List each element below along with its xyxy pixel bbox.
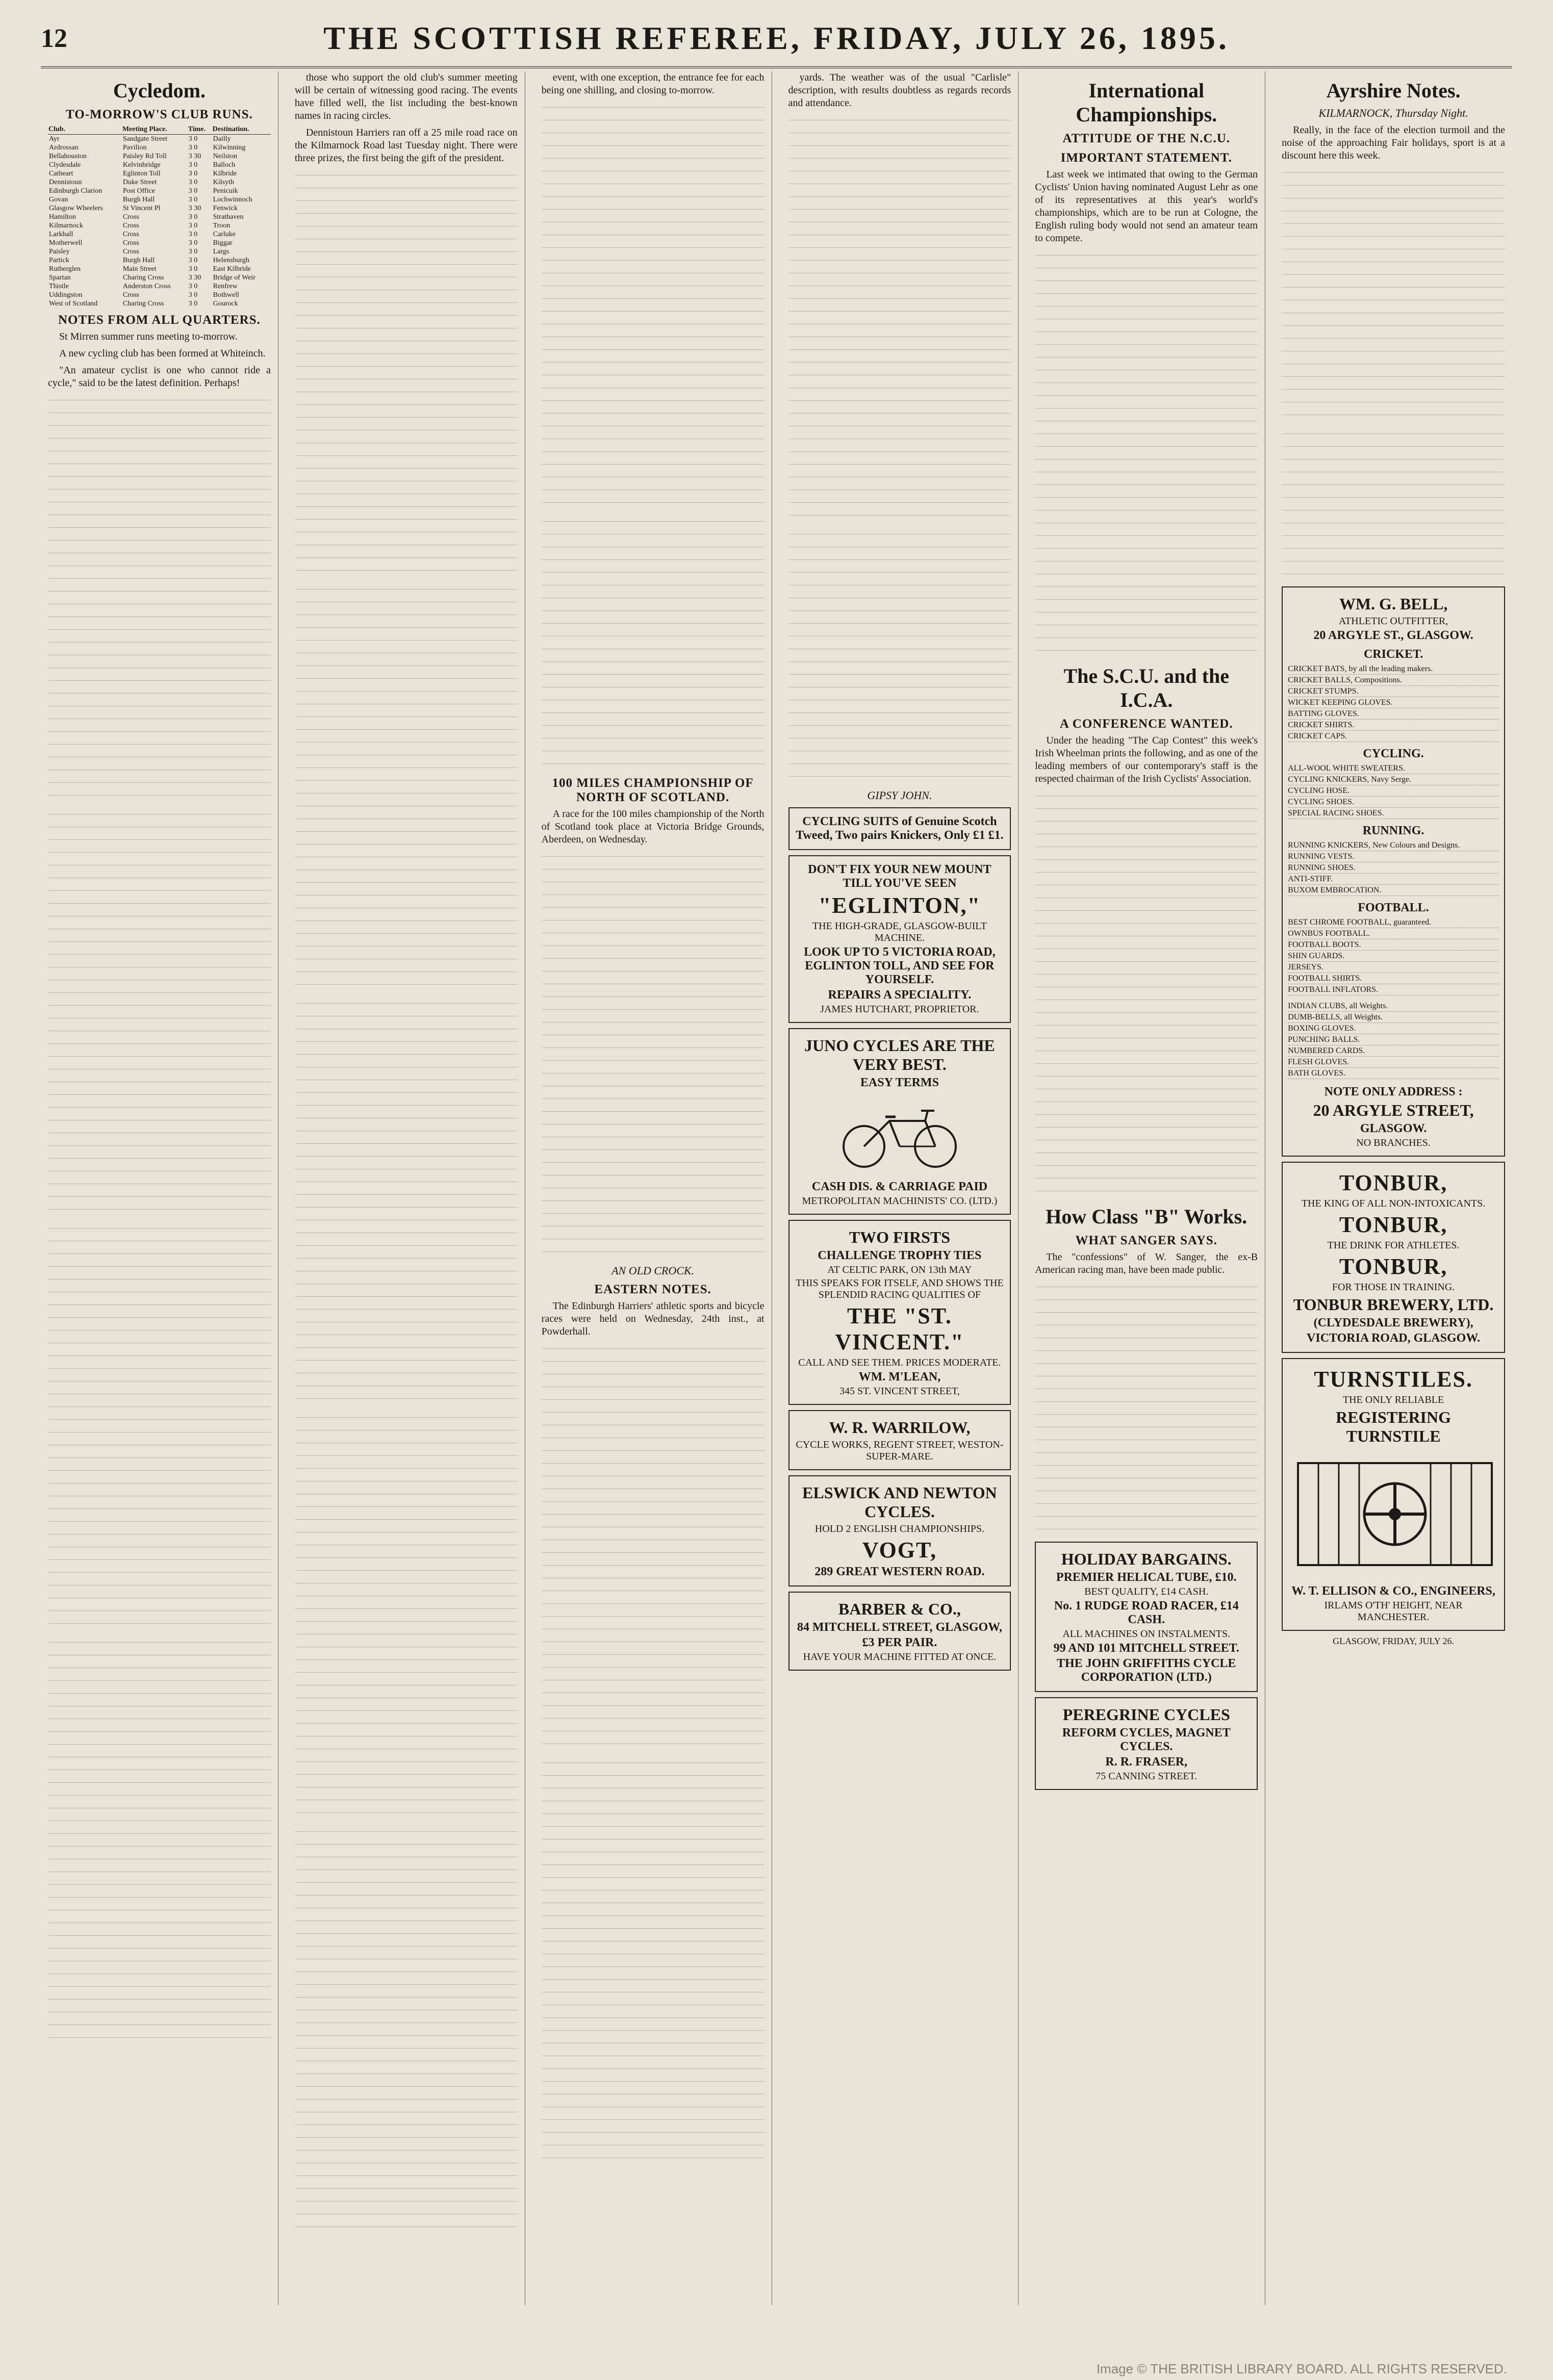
table-cell: Catheart <box>49 170 73 177</box>
ad-text: WM. M'LEAN, <box>858 1370 941 1384</box>
body-text-block <box>295 1825 518 2233</box>
ad-text: NOTE ONLY ADDRESS : <box>1324 1085 1463 1098</box>
table-row <box>48 178 271 187</box>
table-cell: Govan <box>49 196 68 203</box>
international-heading: International Championships. <box>1076 79 1217 126</box>
body-text-block <box>48 1636 271 2044</box>
table-row <box>48 265 271 273</box>
club-runs-body <box>48 135 271 309</box>
table-row <box>48 247 271 256</box>
ad-text: HOLD 2 ENGLISH CHAMPIONSHIPS. <box>814 1523 985 1534</box>
table-cell: Larkhall <box>49 231 73 238</box>
body-text-block <box>542 850 765 1258</box>
notes-heading: NOTES FROM ALL QUARTERS. <box>58 313 261 327</box>
article-paragraph: Last week we intimated that owing to the German Cyclists' Union having nominated August Lehr as one of its representatives at this year's world's championships, which are to be run at Cologne, the English ruling body would not send an amateur team to compete. <box>1035 169 1258 244</box>
table-cell: Neilston <box>213 152 238 160</box>
article-paragraph: yards. The weather was of the usual "Carlisle" description, with results doubtless as regards records and attendance. <box>788 72 1011 109</box>
dateline: KILMARNOCK, Thursday Night. <box>1318 107 1468 119</box>
list-item: PUNCHING BALLS. <box>1288 1034 1499 1045</box>
table-cell: 3 0 <box>188 213 198 221</box>
table-cell: Cross <box>122 222 139 229</box>
ad-text: METROPOLITAN MACHINISTS' CO. (LTD.) <box>802 1195 998 1207</box>
body-text-block <box>788 528 1011 783</box>
imprint: GLASGOW, FRIDAY, JULY 26. <box>1333 1636 1455 1646</box>
table-row <box>48 221 271 230</box>
table-cell: Strathaven <box>213 213 244 221</box>
ad-brand: THE "ST. VINCENT." <box>835 1303 964 1354</box>
table-cell: Cross <box>122 291 139 299</box>
table-cell: 3 0 <box>188 265 198 273</box>
page-number: 12 <box>41 23 67 53</box>
ad-text: LOOK UP TO 5 VICTORIA ROAD, EGLINTON TOLL, AND SEE FOR YOURSELF. <box>804 945 996 986</box>
table-header: Club. <box>48 125 122 135</box>
article-paragraph: those who support the old club's summer meeting will be certain of witnessing good racing. The events have filled well, the list including the best-known names in racing circles. <box>294 72 518 121</box>
table-cell: 3 0 <box>188 239 198 247</box>
column-4 <box>781 71 1019 2305</box>
ad-text: REPAIRS A SPECIALITY. <box>828 988 972 1002</box>
column-3 <box>534 71 772 2305</box>
ad-text: HAVE YOUR MACHINE FITTED AT ONCE. <box>803 1651 997 1662</box>
body-text-block <box>48 1222 271 1630</box>
ad-title: W. R. WARRILOW, <box>829 1418 971 1437</box>
ad-text: 289 GREAT WESTERN ROAD. <box>814 1565 985 1578</box>
table-row <box>48 187 271 195</box>
table-row <box>48 299 271 308</box>
table-header: Destination. <box>212 125 271 135</box>
table-cell: Thistle <box>49 283 69 290</box>
ad-tonbur <box>1282 1162 1505 1353</box>
ad-text: TONBUR BREWERY, LTD. <box>1293 1295 1494 1314</box>
ad-text: NO BRANCHES. <box>1356 1137 1431 1148</box>
table-cell: 3 0 <box>188 161 198 169</box>
list-item: CYCLING KNICKERS, Navy Serge. <box>1288 774 1499 785</box>
article-subheading: A CONFERENCE WANTED. <box>1059 717 1233 731</box>
table-row <box>48 169 271 178</box>
table-header: Time. <box>188 125 212 135</box>
ad-title: JUNO CYCLES ARE THE VERY BEST. <box>804 1036 995 1073</box>
ad-juno <box>788 1028 1011 1215</box>
ad-text: EASY TERMS <box>860 1076 939 1089</box>
masthead <box>41 10 1512 68</box>
bicycle-illustration-icon <box>833 1095 966 1172</box>
list-item: DUMB-BELLS, all Weights. <box>1288 1012 1499 1023</box>
body-text-block <box>295 169 518 577</box>
list-item: RUNNING SHOES. <box>1288 862 1499 874</box>
table-cell: Biggar <box>213 239 233 247</box>
table-cell: 3 0 <box>188 178 198 186</box>
ad-text: CHALLENGE TROPHY TIES <box>818 1249 982 1262</box>
price-category: CYCLING. <box>1363 747 1424 760</box>
body-text-block <box>542 1756 765 2164</box>
table-row <box>48 143 271 152</box>
body-text-block <box>295 997 518 1405</box>
article-paragraph: Really, in the face of the election turmoil and the noise of the approaching Fair holidays, sport is at a discount here this week. <box>1282 124 1505 161</box>
table-cell: Clydesdale <box>49 161 81 169</box>
column-6 <box>1275 71 1512 2305</box>
table-cell: 3 30 <box>188 152 201 160</box>
table-cell: Largs <box>213 248 230 255</box>
ad-text: CALL AND SEE THEM. PRICES MODERATE. <box>798 1357 1001 1368</box>
article-paragraph: The "confessions" of W. Sanger, the ex-B American racing man, have been made public. <box>1035 1251 1258 1275</box>
table-cell: Partick <box>49 257 69 264</box>
scu-ica-heading: The S.C.U. and the I.C.A. <box>1063 664 1229 711</box>
list-item: CRICKET BALLS, Compositions. <box>1288 675 1499 686</box>
class-b-heading: How Class "B" Works. <box>1046 1205 1248 1228</box>
column-2 <box>288 71 525 2305</box>
ad-text: 75 CANNING STREET. <box>1096 1771 1198 1782</box>
table-cell: Main Street <box>122 265 157 273</box>
table-cell: Gourock <box>213 300 238 308</box>
table-cell: Pavilion <box>122 144 147 151</box>
table-cell: Cross <box>122 231 139 238</box>
table-cell: 3 0 <box>188 291 198 299</box>
list-item: CRICKET BATS, by all the leading makers. <box>1288 663 1499 675</box>
table-cell: Motherwell <box>49 239 83 247</box>
ad-text: REFORM CYCLES, MAGNET CYCLES. <box>1062 1726 1231 1753</box>
ad-text: THIS SPEAKS FOR ITSELF, AND SHOWS THE SPLENDID RACING QUALITIES OF <box>796 1277 1004 1300</box>
ad-text: 20 ARGYLE STREET, <box>1313 1101 1474 1119</box>
table-cell: Cross <box>122 213 139 221</box>
ad-text: THE HIGH-GRADE, GLASGOW-BUILT MACHINE. <box>812 920 987 943</box>
ad-text: CYCLE WORKS, REGENT STREET, WESTON-SUPER-MARE. <box>796 1439 1004 1462</box>
article-subheading: WHAT SANGER SAYS. <box>1075 1234 1217 1247</box>
ayrshire-heading: Ayrshire Notes. <box>1326 79 1461 102</box>
table-cell: Eglinton Toll <box>122 170 161 177</box>
ad-cycling-suits <box>788 807 1011 850</box>
table-cell: Kelvinbridge <box>122 161 161 169</box>
table-cell: Dailly <box>213 135 231 143</box>
list-item: SHIN GUARDS. <box>1288 951 1499 962</box>
byline: GIPSY JOHN. <box>867 789 932 802</box>
list-item: FLESH GLOVES. <box>1288 1057 1499 1068</box>
table-cell: 3 0 <box>188 283 198 290</box>
ad-text: VICTORIA ROAD, GLASGOW. <box>1307 1332 1481 1345</box>
columns <box>41 71 1512 2305</box>
ad-text: 345 ST. VINCENT STREET, <box>839 1386 960 1397</box>
body-text-block <box>1035 789 1258 1197</box>
ad-wm-bell <box>1282 586 1505 1157</box>
table-cell: 3 0 <box>188 300 198 308</box>
table-cell: Kilwinning <box>213 144 246 151</box>
table-cell: 3 0 <box>188 170 198 177</box>
table-cell: 3 0 <box>188 248 198 255</box>
article-subheading: ATTITUDE OF THE N.C.U. <box>1062 132 1230 145</box>
column-1 <box>41 71 278 2305</box>
list-item: ALL-WOOL WHITE SWEATERS. <box>1288 763 1499 774</box>
table-cell: Spartan <box>49 274 71 281</box>
list-item: FOOTBALL SHIRTS. <box>1288 973 1499 984</box>
ad-holiday-bargains <box>1035 1542 1258 1692</box>
ad-title: HOLIDAY BARGAINS. <box>1061 1550 1232 1568</box>
table-cell: East Kilbride <box>213 265 251 273</box>
ad-brand: TURNSTILES. <box>1314 1367 1473 1392</box>
list-item: BOXING GLOVES. <box>1288 1023 1499 1034</box>
table-cell: Rutherglen <box>49 265 81 273</box>
ad-title: ELSWICK AND NEWTON CYCLES. <box>802 1483 997 1521</box>
table-cell: Kilsyth <box>213 178 234 186</box>
ad-text: REGISTERING TURNSTILE <box>1336 1408 1451 1445</box>
list-item: CRICKET SHIRTS. <box>1288 720 1499 731</box>
ad-brand: TONBUR, <box>1339 1254 1448 1279</box>
price-category: FOOTBALL. <box>1358 901 1429 914</box>
table-cell: Burgh Hall <box>122 196 155 203</box>
ad-text: THE KING OF ALL NON-INTOXICANTS. <box>1301 1198 1486 1209</box>
list-item: RUNNING VESTS. <box>1288 851 1499 862</box>
table-cell: Troon <box>213 222 231 229</box>
ad-text: £3 PER PAIR. <box>862 1636 937 1649</box>
table-cell: Edinburgh Clarion <box>49 187 103 195</box>
list-item: BATTING GLOVES. <box>1288 708 1499 720</box>
ad-text: JAMES HUTCHART, PROPRIETOR. <box>820 1004 979 1015</box>
ad-title: PEREGRINE CYCLES <box>1062 1705 1230 1724</box>
article-paragraph: "An amateur cyclist is one who cannot ride a cycle," said to be the latest definition. Perhaps! <box>48 365 271 389</box>
byline: AN OLD CROCK. <box>612 1264 695 1277</box>
table-cell: Glasgow Wheelers <box>49 204 103 212</box>
table-cell: 3 0 <box>188 257 198 264</box>
turnstile-illustration-icon <box>1288 1453 1502 1575</box>
ad-text: 99 AND 101 MITCHELL STREET. <box>1053 1642 1239 1655</box>
ad-text: PREMIER HELICAL TUBE, £10. <box>1056 1571 1237 1584</box>
ad-turnstiles <box>1282 1358 1505 1631</box>
eastern-notes-heading: EASTERN NOTES. <box>594 1283 711 1296</box>
article-paragraph: event, with one exception, the entrance fee for each being one shilling, and closing to-morrow. <box>541 72 765 96</box>
table-row <box>48 213 271 221</box>
list-item: ANTI-STIFF. <box>1288 874 1499 885</box>
ad-text: FOR THOSE IN TRAINING. <box>1332 1282 1455 1293</box>
ad-text: IRLAMS O'TH' HEIGHT, NEAR MANCHESTER. <box>1324 1600 1463 1623</box>
table-cell: Hamilton <box>49 213 76 221</box>
price-category: CRICKET. <box>1363 648 1423 661</box>
list-item: CRICKET STUMPS. <box>1288 686 1499 697</box>
table-cell: Bellahouston <box>49 152 87 160</box>
table-cell: Ardrossan <box>49 144 79 151</box>
table-cell: Post Office <box>122 187 155 195</box>
club-runs-heading: TO-MORROW'S CLUB RUNS. <box>66 108 253 121</box>
table-row <box>48 204 271 213</box>
table-cell: West of Scotland <box>49 300 98 308</box>
table-cell: Paisley <box>49 248 70 255</box>
column-5 <box>1028 71 1265 2305</box>
price-category: RUNNING. <box>1362 824 1424 837</box>
table-cell: 3 30 <box>188 274 201 281</box>
table-cell: Helensburgh <box>213 257 249 264</box>
table-cell: 3 0 <box>188 135 198 143</box>
table-cell: Uddingston <box>49 291 83 299</box>
cycledom-heading: Cycledom. <box>113 79 206 102</box>
table-cell: Sandgate Street <box>122 135 168 143</box>
body-text-block <box>542 515 765 770</box>
table-cell: St Vincent Pl <box>122 204 161 212</box>
body-text-block <box>1282 427 1505 580</box>
copyright-notice: Image © THE BRITISH LIBRARY BOARD. ALL RIGHTS RESERVED. <box>1096 2361 1507 2376</box>
list-item: RUNNING KNICKERS, New Colours and Designs. <box>1288 840 1499 851</box>
list-item: CYCLING HOSE. <box>1288 785 1499 797</box>
table-cell: 3 0 <box>188 231 198 238</box>
table-row <box>48 161 271 169</box>
article-paragraph: Under the heading "The Cap Contest" this week's Irish Wheelman prints the following, and as one of the leading members of our contemporary's staff is the respected chairman of the Irish Cyclists' Association. <box>1035 735 1258 784</box>
table-header-row <box>48 125 271 135</box>
list-item: INDIAN CLUBS, all Weights. <box>1288 1001 1499 1012</box>
ad-title: TWO FIRSTS <box>849 1228 951 1246</box>
ad-st-vincent <box>788 1220 1011 1405</box>
ad-brand: VOGT, <box>862 1538 937 1563</box>
ad-text: ATHLETIC OUTFITTER, <box>1338 616 1448 627</box>
article-paragraph: The Edinburgh Harriers' athletic sports and bicycle races were held on Wednesday, 24th inst., at Powderhall. <box>541 1300 765 1337</box>
table-cell: Renfrew <box>213 283 238 290</box>
table-cell: Anderston Cross <box>122 283 171 290</box>
table-cell: Kilmarnock <box>49 222 83 229</box>
ad-text: R. R. FRASER, <box>1105 1755 1188 1769</box>
table-row <box>48 230 271 239</box>
body-text-block <box>295 583 518 991</box>
table-cell: Kilbride <box>213 170 237 177</box>
list-item: CYCLING SHOES. <box>1288 797 1499 808</box>
ad-text: CASH DIS. & CARRIAGE PAID <box>811 1180 988 1193</box>
ad-title: WM. G. BELL, <box>1339 595 1448 613</box>
ad-text: 84 MITCHELL STREET, GLASGOW, <box>797 1621 1002 1634</box>
championship-heading: 100 MILES CHAMPIONSHIP OF NORTH OF SCOTLAND. <box>552 776 754 804</box>
ad-warrilow <box>788 1410 1011 1470</box>
list-item: BUXOM EMBROCATION. <box>1288 885 1499 896</box>
body-text-block <box>1282 166 1505 421</box>
ad-text: CYCLING SUITS of Genuine Scotch Tweed, Two pairs Knickers, Only £1 £1. <box>796 815 1004 842</box>
article-paragraph: Dennistoun Harriers ran off a 25 mile road race on the Kilmarnock Road last Tuesday night. There were three prizes, the first being the gift of the president. <box>294 127 518 164</box>
ad-text: No. 1 RUDGE ROAD RACER, £14 CASH. <box>1054 1599 1239 1626</box>
table-cell: Lochwinnoch <box>213 196 252 203</box>
list-item: JERSEYS. <box>1288 962 1499 973</box>
page-title: THE SCOTTISH REFEREE, FRIDAY, JULY 26, 1895. <box>323 20 1230 56</box>
table-row <box>48 135 271 144</box>
body-text-block <box>1035 249 1258 657</box>
article-subheading: IMPORTANT STATEMENT. <box>1060 151 1232 165</box>
table-row <box>48 239 271 247</box>
table-row <box>48 195 271 204</box>
list-item: FOOTBALL BOOTS. <box>1288 939 1499 951</box>
article-paragraph: St Mirren summer runs meeting to-morrow. <box>59 331 238 342</box>
table-cell: 3 30 <box>188 204 201 212</box>
body-text-block <box>1035 1281 1258 1536</box>
body-text-block <box>788 114 1011 522</box>
ad-eglinton <box>788 855 1011 1023</box>
table-cell: Duke Street <box>122 178 157 186</box>
table-cell: 3 0 <box>188 144 198 151</box>
list-item: OWNBUS FOOTBALL. <box>1288 928 1499 939</box>
table-cell: Bridge of Weir <box>213 274 256 281</box>
ad-brand: TONBUR, <box>1339 1212 1448 1237</box>
table-cell: 3 0 <box>188 222 198 229</box>
ad-title: BARBER & CO., <box>838 1600 961 1618</box>
ad-text: DON'T FIX YOUR NEW MOUNT TILL YOU'VE SEEN <box>808 863 991 890</box>
body-text-block <box>48 808 271 1216</box>
table-cell: Burgh Hall <box>122 257 155 264</box>
table-cell: 3 0 <box>188 196 198 203</box>
ad-text: THE ONLY RELIABLE <box>1342 1394 1444 1405</box>
ad-text: ALL MACHINES ON INSTALMENTS. <box>1062 1628 1231 1640</box>
table-cell: Paisley Rd Toll <box>122 152 167 160</box>
table-row <box>48 256 271 265</box>
table-cell: Penicuik <box>213 187 238 195</box>
table-cell: Charing Cross <box>122 274 164 281</box>
ad-text: GLASGOW. <box>1360 1122 1427 1135</box>
table-cell: Balloch <box>213 161 236 169</box>
table-row <box>48 152 271 161</box>
article-paragraph: A race for the 100 miles championship of the North of Scotland took place at Victoria Bridge Grounds, Aberdeen, on Wednesday. <box>541 808 765 845</box>
table-cell: Dennistoun <box>49 178 82 186</box>
table-header: Meeting Place. <box>122 125 188 135</box>
list-item: BEST CHROME FOOTBALL, guaranteed. <box>1288 917 1499 928</box>
ad-text: (CLYDESDALE BREWERY), <box>1313 1316 1473 1329</box>
ad-elswick <box>788 1475 1011 1586</box>
table-row <box>48 273 271 282</box>
list-item: NUMBERED CARDS. <box>1288 1045 1499 1057</box>
list-item: SPECIAL RACING SHOES. <box>1288 808 1499 819</box>
table-cell: Cross <box>122 248 139 255</box>
ad-text: THE DRINK FOR ATHLETES. <box>1327 1240 1460 1251</box>
article-paragraph: A new cycling club has been formed at Whiteinch. <box>59 348 266 359</box>
ad-text: AT CELTIC PARK, ON 13th MAY <box>827 1264 972 1275</box>
ad-text: W. T. ELLISON & CO., ENGINEERS, <box>1291 1584 1495 1598</box>
club-runs-table <box>48 125 271 308</box>
ad-barber <box>788 1592 1011 1671</box>
ad-text: BEST QUALITY, £14 CASH. <box>1084 1586 1209 1597</box>
list-item: BATH GLOVES. <box>1288 1068 1499 1079</box>
list-item: FOOTBALL INFLATORS. <box>1288 984 1499 995</box>
table-cell: Bothwell <box>213 291 239 299</box>
table-cell: Fenwick <box>213 204 238 212</box>
ad-brand: TONBUR, <box>1339 1170 1448 1195</box>
table-cell: Carluke <box>213 231 236 238</box>
list-item: WICKET KEEPING GLOVES. <box>1288 697 1499 708</box>
ad-text: THE JOHN GRIFFITHS CYCLE CORPORATION (LTD.) <box>1057 1657 1236 1684</box>
body-text-block <box>542 1342 765 1750</box>
ad-peregrine <box>1035 1697 1258 1790</box>
body-text-block <box>295 1411 518 1819</box>
table-cell: 3 0 <box>188 187 198 195</box>
table-cell: Charing Cross <box>122 300 164 308</box>
ad-brand: "EGLINTON," <box>818 893 981 918</box>
ad-text: 20 ARGYLE ST., GLASGOW. <box>1313 629 1473 642</box>
table-cell: Cross <box>122 239 139 247</box>
body-text-block <box>48 394 271 802</box>
list-item: CRICKET CAPS. <box>1288 731 1499 742</box>
body-text-block <box>542 101 765 509</box>
table-row <box>48 291 271 299</box>
table-cell: Ayr <box>49 135 60 143</box>
table-row <box>48 282 271 291</box>
